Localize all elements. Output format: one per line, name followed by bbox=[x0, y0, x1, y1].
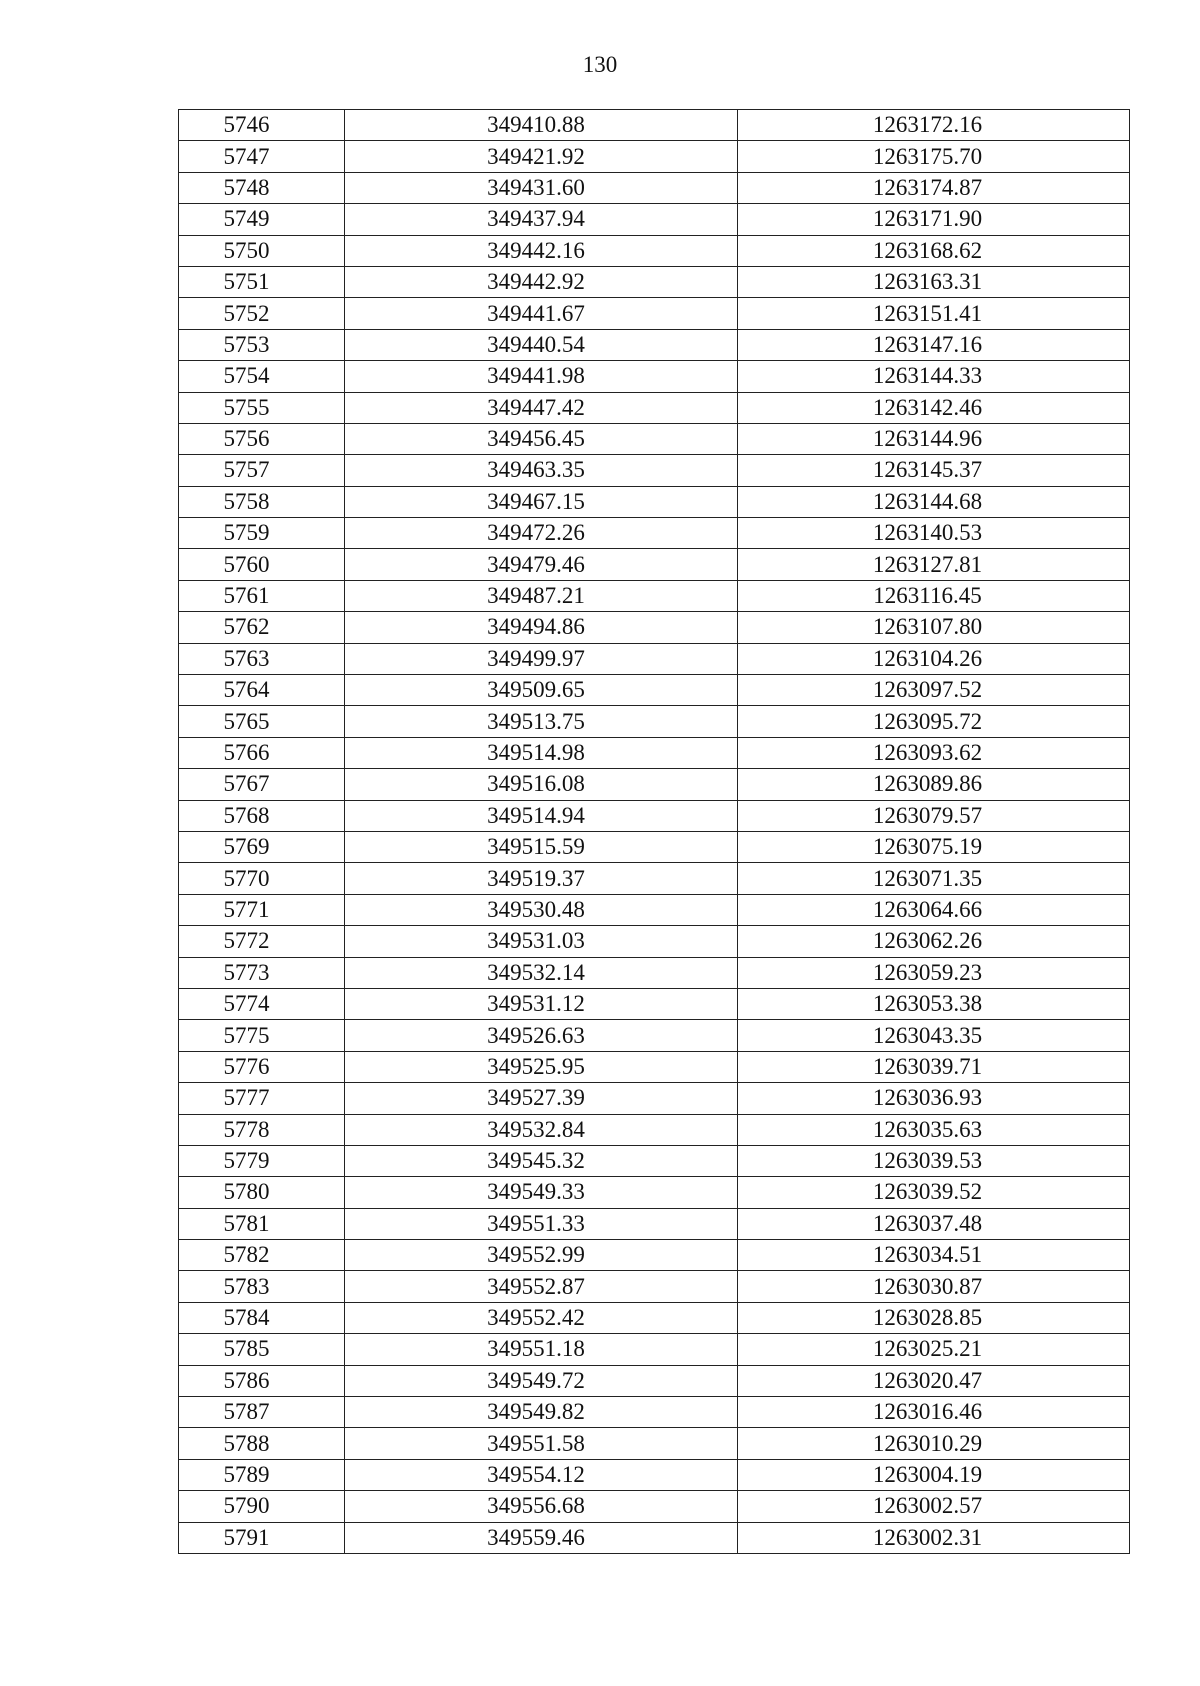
point-number-cell: 5767 bbox=[179, 769, 345, 800]
point-number-cell: 5757 bbox=[179, 455, 345, 486]
y-coordinate-cell: 1263002.57 bbox=[738, 1491, 1130, 1522]
point-number-cell: 5775 bbox=[179, 1020, 345, 1051]
x-coordinate-cell: 349532.84 bbox=[345, 1114, 738, 1145]
y-coordinate-cell: 1263062.26 bbox=[738, 926, 1130, 957]
point-number-cell: 5780 bbox=[179, 1177, 345, 1208]
x-coordinate-cell: 349551.58 bbox=[345, 1428, 738, 1459]
x-coordinate-cell: 349552.99 bbox=[345, 1240, 738, 1271]
x-coordinate-cell: 349559.46 bbox=[345, 1522, 738, 1553]
table-row bbox=[179, 1397, 1130, 1428]
y-coordinate-cell: 1263010.29 bbox=[738, 1428, 1130, 1459]
table-row bbox=[179, 1114, 1130, 1145]
point-number-cell: 5787 bbox=[179, 1397, 345, 1428]
x-coordinate-cell: 349549.33 bbox=[345, 1177, 738, 1208]
x-coordinate-cell: 349487.21 bbox=[345, 580, 738, 611]
y-coordinate-cell: 1263039.71 bbox=[738, 1051, 1130, 1082]
y-coordinate-cell: 1263174.87 bbox=[738, 172, 1130, 203]
y-coordinate-cell: 1263127.81 bbox=[738, 549, 1130, 580]
y-coordinate-cell: 1263168.62 bbox=[738, 235, 1130, 266]
y-coordinate-cell: 1263016.46 bbox=[738, 1397, 1130, 1428]
point-number-cell: 5751 bbox=[179, 266, 345, 297]
point-number-cell: 5784 bbox=[179, 1302, 345, 1333]
table-row bbox=[179, 737, 1130, 768]
x-coordinate-cell: 349551.18 bbox=[345, 1334, 738, 1365]
y-coordinate-cell: 1263028.85 bbox=[738, 1302, 1130, 1333]
table-row bbox=[179, 894, 1130, 925]
point-number-cell: 5773 bbox=[179, 957, 345, 988]
x-coordinate-cell: 349552.42 bbox=[345, 1302, 738, 1333]
x-coordinate-cell: 349447.42 bbox=[345, 392, 738, 423]
x-coordinate-cell: 349556.68 bbox=[345, 1491, 738, 1522]
y-coordinate-cell: 1263144.96 bbox=[738, 423, 1130, 454]
y-coordinate-cell: 1263147.16 bbox=[738, 329, 1130, 360]
y-coordinate-cell: 1263030.87 bbox=[738, 1271, 1130, 1302]
x-coordinate-cell: 349463.35 bbox=[345, 455, 738, 486]
x-coordinate-cell: 349519.37 bbox=[345, 863, 738, 894]
point-number-cell: 5747 bbox=[179, 141, 345, 172]
x-coordinate-cell: 349467.15 bbox=[345, 486, 738, 517]
table-row bbox=[179, 1145, 1130, 1176]
point-number-cell: 5754 bbox=[179, 361, 345, 392]
point-number-cell: 5748 bbox=[179, 172, 345, 203]
y-coordinate-cell: 1263151.41 bbox=[738, 298, 1130, 329]
table-row bbox=[179, 392, 1130, 423]
x-coordinate-cell: 349442.92 bbox=[345, 266, 738, 297]
y-coordinate-cell: 1263002.31 bbox=[738, 1522, 1130, 1553]
table-row bbox=[179, 141, 1130, 172]
y-coordinate-cell: 1263144.33 bbox=[738, 361, 1130, 392]
table-row bbox=[179, 1271, 1130, 1302]
table-row bbox=[179, 361, 1130, 392]
coordinates-table-body bbox=[179, 110, 1130, 1554]
table-row bbox=[179, 1302, 1130, 1333]
y-coordinate-cell: 1263059.23 bbox=[738, 957, 1130, 988]
point-number-cell: 5759 bbox=[179, 518, 345, 549]
x-coordinate-cell: 349494.86 bbox=[345, 612, 738, 643]
x-coordinate-cell: 349554.12 bbox=[345, 1459, 738, 1490]
x-coordinate-cell: 349515.59 bbox=[345, 831, 738, 862]
point-number-cell: 5761 bbox=[179, 580, 345, 611]
point-number-cell: 5770 bbox=[179, 863, 345, 894]
x-coordinate-cell: 349549.72 bbox=[345, 1365, 738, 1396]
y-coordinate-cell: 1263036.93 bbox=[738, 1083, 1130, 1114]
table-row bbox=[179, 1020, 1130, 1051]
point-number-cell: 5755 bbox=[179, 392, 345, 423]
y-coordinate-cell: 1263035.63 bbox=[738, 1114, 1130, 1145]
y-coordinate-cell: 1263089.86 bbox=[738, 769, 1130, 800]
point-number-cell: 5758 bbox=[179, 486, 345, 517]
table-row bbox=[179, 110, 1130, 141]
table-row bbox=[179, 1334, 1130, 1365]
y-coordinate-cell: 1263025.21 bbox=[738, 1334, 1130, 1365]
point-number-cell: 5750 bbox=[179, 235, 345, 266]
x-coordinate-cell: 349421.92 bbox=[345, 141, 738, 172]
point-number-cell: 5788 bbox=[179, 1428, 345, 1459]
table-row bbox=[179, 235, 1130, 266]
coordinates-table bbox=[178, 109, 1130, 1554]
y-coordinate-cell: 1263163.31 bbox=[738, 266, 1130, 297]
table-row bbox=[179, 926, 1130, 957]
table-row bbox=[179, 675, 1130, 706]
table-row bbox=[179, 1240, 1130, 1271]
point-number-cell: 5753 bbox=[179, 329, 345, 360]
y-coordinate-cell: 1263064.66 bbox=[738, 894, 1130, 925]
point-number-cell: 5783 bbox=[179, 1271, 345, 1302]
y-coordinate-cell: 1263004.19 bbox=[738, 1459, 1130, 1490]
table-row bbox=[179, 1522, 1130, 1553]
point-number-cell: 5786 bbox=[179, 1365, 345, 1396]
point-number-cell: 5777 bbox=[179, 1083, 345, 1114]
point-number-cell: 5791 bbox=[179, 1522, 345, 1553]
y-coordinate-cell: 1263116.45 bbox=[738, 580, 1130, 611]
y-coordinate-cell: 1263071.35 bbox=[738, 863, 1130, 894]
table-row bbox=[179, 800, 1130, 831]
page-number: 130 bbox=[582, 52, 618, 77]
point-number-cell: 5766 bbox=[179, 737, 345, 768]
x-coordinate-cell: 349531.12 bbox=[345, 988, 738, 1019]
point-number-cell: 5789 bbox=[179, 1459, 345, 1490]
table-row bbox=[179, 1208, 1130, 1239]
table-row bbox=[179, 1177, 1130, 1208]
y-coordinate-cell: 1263037.48 bbox=[738, 1208, 1130, 1239]
y-coordinate-cell: 1263039.52 bbox=[738, 1177, 1130, 1208]
x-coordinate-cell: 349530.48 bbox=[345, 894, 738, 925]
y-coordinate-cell: 1263172.16 bbox=[738, 110, 1130, 141]
point-number-cell: 5749 bbox=[179, 204, 345, 235]
table-row bbox=[179, 863, 1130, 894]
x-coordinate-cell: 349410.88 bbox=[345, 110, 738, 141]
x-coordinate-cell: 349472.26 bbox=[345, 518, 738, 549]
y-coordinate-cell: 1263039.53 bbox=[738, 1145, 1130, 1176]
x-coordinate-cell: 349552.87 bbox=[345, 1271, 738, 1302]
point-number-cell: 5785 bbox=[179, 1334, 345, 1365]
y-coordinate-cell: 1263075.19 bbox=[738, 831, 1130, 862]
x-coordinate-cell: 349545.32 bbox=[345, 1145, 738, 1176]
table-row bbox=[179, 706, 1130, 737]
point-number-cell: 5762 bbox=[179, 612, 345, 643]
x-coordinate-cell: 349551.33 bbox=[345, 1208, 738, 1239]
x-coordinate-cell: 349441.67 bbox=[345, 298, 738, 329]
y-coordinate-cell: 1263171.90 bbox=[738, 204, 1130, 235]
x-coordinate-cell: 349525.95 bbox=[345, 1051, 738, 1082]
point-number-cell: 5772 bbox=[179, 926, 345, 957]
x-coordinate-cell: 349440.54 bbox=[345, 329, 738, 360]
table-row bbox=[179, 1365, 1130, 1396]
table-row bbox=[179, 612, 1130, 643]
x-coordinate-cell: 349516.08 bbox=[345, 769, 738, 800]
x-coordinate-cell: 349479.46 bbox=[345, 549, 738, 580]
table-row bbox=[179, 455, 1130, 486]
y-coordinate-cell: 1263034.51 bbox=[738, 1240, 1130, 1271]
point-number-cell: 5776 bbox=[179, 1051, 345, 1082]
point-number-cell: 5771 bbox=[179, 894, 345, 925]
x-coordinate-cell: 349442.16 bbox=[345, 235, 738, 266]
y-coordinate-cell: 1263144.68 bbox=[738, 486, 1130, 517]
point-number-cell: 5765 bbox=[179, 706, 345, 737]
point-number-cell: 5756 bbox=[179, 423, 345, 454]
y-coordinate-cell: 1263093.62 bbox=[738, 737, 1130, 768]
table-row bbox=[179, 831, 1130, 862]
x-coordinate-cell: 349549.82 bbox=[345, 1397, 738, 1428]
table-row bbox=[179, 518, 1130, 549]
x-coordinate-cell: 349514.94 bbox=[345, 800, 738, 831]
point-number-cell: 5774 bbox=[179, 988, 345, 1019]
point-number-cell: 5779 bbox=[179, 1145, 345, 1176]
x-coordinate-cell: 349456.45 bbox=[345, 423, 738, 454]
point-number-cell: 5769 bbox=[179, 831, 345, 862]
y-coordinate-cell: 1263053.38 bbox=[738, 988, 1130, 1019]
table-row bbox=[179, 266, 1130, 297]
x-coordinate-cell: 349513.75 bbox=[345, 706, 738, 737]
y-coordinate-cell: 1263145.37 bbox=[738, 455, 1130, 486]
table-row bbox=[179, 1083, 1130, 1114]
x-coordinate-cell: 349509.65 bbox=[345, 675, 738, 706]
point-number-cell: 5768 bbox=[179, 800, 345, 831]
y-coordinate-cell: 1263020.47 bbox=[738, 1365, 1130, 1396]
x-coordinate-cell: 349531.03 bbox=[345, 926, 738, 957]
x-coordinate-cell: 349514.98 bbox=[345, 737, 738, 768]
table-row bbox=[179, 643, 1130, 674]
table-row bbox=[179, 172, 1130, 203]
table-row bbox=[179, 1459, 1130, 1490]
x-coordinate-cell: 349526.63 bbox=[345, 1020, 738, 1051]
x-coordinate-cell: 349532.14 bbox=[345, 957, 738, 988]
y-coordinate-cell: 1263107.80 bbox=[738, 612, 1130, 643]
table-row bbox=[179, 549, 1130, 580]
table-row bbox=[179, 1051, 1130, 1082]
x-coordinate-cell: 349437.94 bbox=[345, 204, 738, 235]
table-row bbox=[179, 204, 1130, 235]
table-row bbox=[179, 423, 1130, 454]
table-row bbox=[179, 1491, 1130, 1522]
y-coordinate-cell: 1263104.26 bbox=[738, 643, 1130, 674]
y-coordinate-cell: 1263175.70 bbox=[738, 141, 1130, 172]
point-number-cell: 5781 bbox=[179, 1208, 345, 1239]
y-coordinate-cell: 1263097.52 bbox=[738, 675, 1130, 706]
table-row bbox=[179, 329, 1130, 360]
table-row bbox=[179, 298, 1130, 329]
x-coordinate-cell: 349527.39 bbox=[345, 1083, 738, 1114]
x-coordinate-cell: 349431.60 bbox=[345, 172, 738, 203]
y-coordinate-cell: 1263043.35 bbox=[738, 1020, 1130, 1051]
x-coordinate-cell: 349441.98 bbox=[345, 361, 738, 392]
point-number-cell: 5746 bbox=[179, 110, 345, 141]
y-coordinate-cell: 1263095.72 bbox=[738, 706, 1130, 737]
y-coordinate-cell: 1263079.57 bbox=[738, 800, 1130, 831]
y-coordinate-cell: 1263142.46 bbox=[738, 392, 1130, 423]
table-row bbox=[179, 486, 1130, 517]
table-row bbox=[179, 957, 1130, 988]
point-number-cell: 5790 bbox=[179, 1491, 345, 1522]
x-coordinate-cell: 349499.97 bbox=[345, 643, 738, 674]
point-number-cell: 5760 bbox=[179, 549, 345, 580]
table-row bbox=[179, 988, 1130, 1019]
table-row bbox=[179, 1428, 1130, 1459]
y-coordinate-cell: 1263140.53 bbox=[738, 518, 1130, 549]
point-number-cell: 5782 bbox=[179, 1240, 345, 1271]
table-row bbox=[179, 769, 1130, 800]
point-number-cell: 5763 bbox=[179, 643, 345, 674]
table-row bbox=[179, 580, 1130, 611]
point-number-cell: 5752 bbox=[179, 298, 345, 329]
point-number-cell: 5764 bbox=[179, 675, 345, 706]
point-number-cell: 5778 bbox=[179, 1114, 345, 1145]
